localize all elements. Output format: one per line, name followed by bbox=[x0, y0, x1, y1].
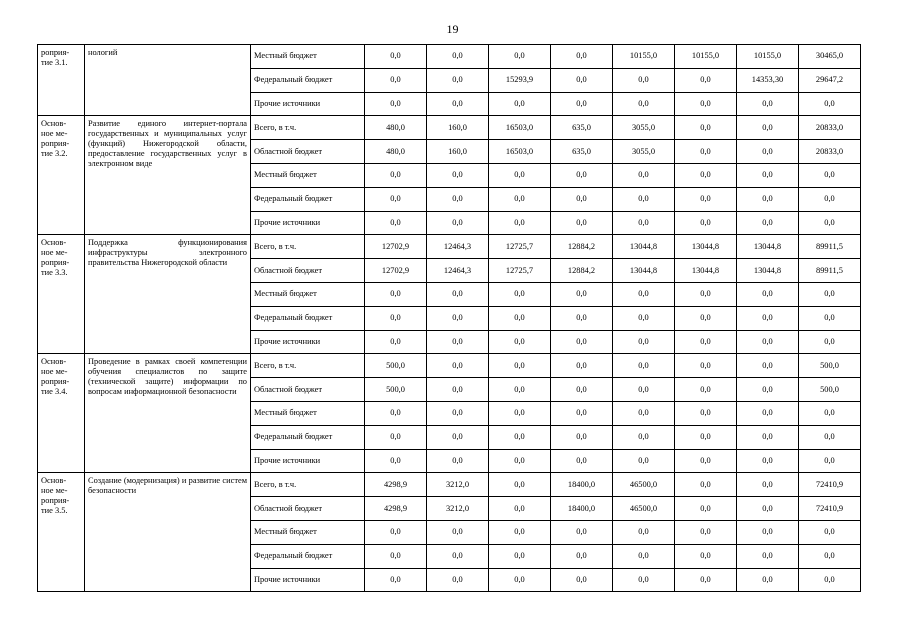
value-cell: 0,0 bbox=[737, 425, 799, 449]
funding-source-cell: Федеральный бюджет bbox=[251, 306, 365, 330]
value-cell: 0,0 bbox=[427, 163, 489, 187]
value-cell: 10155,0 bbox=[613, 45, 675, 69]
value-cell: 0,0 bbox=[427, 401, 489, 425]
value-cell: 0,0 bbox=[365, 449, 427, 473]
value-cell: 10155,0 bbox=[737, 45, 799, 69]
value-cell: 0,0 bbox=[737, 544, 799, 568]
value-cell: 0,0 bbox=[737, 378, 799, 402]
value-cell: 0,0 bbox=[489, 473, 551, 497]
funding-source-cell: Местный бюджет bbox=[251, 45, 365, 69]
total-value-cell: 0,0 bbox=[799, 211, 861, 235]
value-cell: 0,0 bbox=[551, 282, 613, 306]
value-cell: 0,0 bbox=[737, 211, 799, 235]
total-value-cell: 20833,0 bbox=[799, 140, 861, 164]
value-cell: 0,0 bbox=[551, 187, 613, 211]
value-cell: 18400,0 bbox=[551, 473, 613, 497]
funding-source-cell: Всего, в т.ч. bbox=[251, 116, 365, 140]
value-cell: 10155,0 bbox=[675, 45, 737, 69]
value-cell: 0,0 bbox=[551, 520, 613, 544]
funding-source-cell: Всего, в т.ч. bbox=[251, 235, 365, 259]
measure-code-cell: Основ- ное ме- роприя- тие 3.5. bbox=[38, 473, 85, 592]
value-cell: 12725,7 bbox=[489, 259, 551, 283]
measure-description-cell: Создание (модернизация) и развитие систем безопасности bbox=[85, 473, 251, 592]
value-cell: 160,0 bbox=[427, 116, 489, 140]
value-cell: 0,0 bbox=[365, 282, 427, 306]
total-value-cell: 500,0 bbox=[799, 378, 861, 402]
funding-source-cell: Прочие источники bbox=[251, 568, 365, 592]
measure-description-cell: Развитие единого интернет-портала государственных и муниципальных услуг (функций) Нижегородской области, предоставление государственных услуг в электронном виде bbox=[85, 116, 251, 235]
funding-source-cell: Федеральный бюджет bbox=[251, 544, 365, 568]
value-cell: 0,0 bbox=[613, 211, 675, 235]
value-cell: 0,0 bbox=[613, 330, 675, 354]
value-cell: 0,0 bbox=[551, 306, 613, 330]
total-value-cell: 0,0 bbox=[799, 425, 861, 449]
value-cell: 0,0 bbox=[737, 354, 799, 378]
value-cell: 0,0 bbox=[427, 45, 489, 69]
value-cell: 4298,9 bbox=[365, 473, 427, 497]
value-cell: 0,0 bbox=[551, 449, 613, 473]
value-cell: 0,0 bbox=[675, 116, 737, 140]
value-cell: 0,0 bbox=[613, 68, 675, 92]
measure-code-cell: роприя- тие 3.1. bbox=[38, 45, 85, 116]
value-cell: 0,0 bbox=[427, 92, 489, 116]
value-cell: 12464,3 bbox=[427, 259, 489, 283]
value-cell: 3212,0 bbox=[427, 497, 489, 521]
funding-source-cell: Областной бюджет bbox=[251, 378, 365, 402]
total-value-cell: 0,0 bbox=[799, 520, 861, 544]
value-cell: 0,0 bbox=[613, 282, 675, 306]
total-value-cell: 20833,0 bbox=[799, 116, 861, 140]
value-cell: 0,0 bbox=[675, 163, 737, 187]
measure-code-cell: Основ- ное ме- роприя- тие 3.3. bbox=[38, 235, 85, 354]
total-value-cell: 72410,9 bbox=[799, 473, 861, 497]
value-cell: 0,0 bbox=[613, 354, 675, 378]
value-cell: 13044,8 bbox=[737, 235, 799, 259]
value-cell: 0,0 bbox=[489, 282, 551, 306]
value-cell: 0,0 bbox=[737, 306, 799, 330]
value-cell: 0,0 bbox=[489, 45, 551, 69]
value-cell: 0,0 bbox=[427, 354, 489, 378]
value-cell: 480,0 bbox=[365, 116, 427, 140]
value-cell: 0,0 bbox=[613, 544, 675, 568]
total-value-cell: 0,0 bbox=[799, 187, 861, 211]
value-cell: 0,0 bbox=[365, 544, 427, 568]
measure-code-cell: Основ- ное ме- роприя- тие 3.2. bbox=[38, 116, 85, 235]
value-cell: 0,0 bbox=[737, 163, 799, 187]
value-cell: 0,0 bbox=[675, 378, 737, 402]
value-cell: 0,0 bbox=[613, 425, 675, 449]
value-cell: 0,0 bbox=[427, 68, 489, 92]
funding-source-cell: Местный бюджет bbox=[251, 520, 365, 544]
value-cell: 0,0 bbox=[675, 68, 737, 92]
value-cell: 0,0 bbox=[489, 568, 551, 592]
value-cell: 635,0 bbox=[551, 140, 613, 164]
value-cell: 500,0 bbox=[365, 354, 427, 378]
value-cell: 0,0 bbox=[613, 163, 675, 187]
total-value-cell: 0,0 bbox=[799, 330, 861, 354]
value-cell: 0,0 bbox=[365, 568, 427, 592]
value-cell: 0,0 bbox=[427, 330, 489, 354]
total-value-cell: 0,0 bbox=[799, 306, 861, 330]
value-cell: 12702,9 bbox=[365, 235, 427, 259]
value-cell: 13044,8 bbox=[675, 259, 737, 283]
value-cell: 0,0 bbox=[427, 306, 489, 330]
funding-source-cell: Всего, в т.ч. bbox=[251, 473, 365, 497]
value-cell: 0,0 bbox=[551, 163, 613, 187]
value-cell: 0,0 bbox=[675, 211, 737, 235]
total-value-cell: 72410,9 bbox=[799, 497, 861, 521]
value-cell: 0,0 bbox=[737, 568, 799, 592]
value-cell: 0,0 bbox=[551, 330, 613, 354]
value-cell: 0,0 bbox=[613, 187, 675, 211]
value-cell: 0,0 bbox=[551, 568, 613, 592]
value-cell: 3212,0 bbox=[427, 473, 489, 497]
value-cell: 0,0 bbox=[427, 425, 489, 449]
value-cell: 0,0 bbox=[365, 163, 427, 187]
value-cell: 0,0 bbox=[489, 497, 551, 521]
value-cell: 0,0 bbox=[675, 473, 737, 497]
funding-source-cell: Местный бюджет bbox=[251, 282, 365, 306]
value-cell: 0,0 bbox=[365, 425, 427, 449]
value-cell: 0,0 bbox=[737, 116, 799, 140]
table-row bbox=[38, 473, 861, 497]
funding-source-cell: Областной бюджет bbox=[251, 497, 365, 521]
value-cell: 0,0 bbox=[427, 187, 489, 211]
value-cell: 0,0 bbox=[489, 187, 551, 211]
value-cell: 0,0 bbox=[365, 187, 427, 211]
value-cell: 0,0 bbox=[675, 425, 737, 449]
page-number: 19 bbox=[446, 22, 459, 36]
value-cell: 0,0 bbox=[427, 568, 489, 592]
funding-source-cell: Местный бюджет bbox=[251, 401, 365, 425]
value-cell: 0,0 bbox=[551, 211, 613, 235]
table-row bbox=[38, 116, 861, 140]
funding-source-cell: Областной бюджет bbox=[251, 140, 365, 164]
value-cell: 0,0 bbox=[551, 354, 613, 378]
value-cell: 0,0 bbox=[675, 544, 737, 568]
funding-source-cell: Федеральный бюджет bbox=[251, 68, 365, 92]
value-cell: 12702,9 bbox=[365, 259, 427, 283]
table-row bbox=[38, 235, 861, 259]
total-value-cell: 500,0 bbox=[799, 354, 861, 378]
value-cell: 0,0 bbox=[737, 520, 799, 544]
measure-description-cell: нологий bbox=[85, 45, 251, 116]
value-cell: 0,0 bbox=[489, 330, 551, 354]
value-cell: 0,0 bbox=[489, 92, 551, 116]
total-value-cell: 89911,5 bbox=[799, 235, 861, 259]
value-cell: 3055,0 bbox=[613, 140, 675, 164]
funding-source-cell: Местный бюджет bbox=[251, 163, 365, 187]
funding-source-cell: Прочие источники bbox=[251, 92, 365, 116]
value-cell: 0,0 bbox=[365, 45, 427, 69]
value-cell: 0,0 bbox=[489, 401, 551, 425]
value-cell: 0,0 bbox=[737, 92, 799, 116]
value-cell: 0,0 bbox=[365, 68, 427, 92]
value-cell: 0,0 bbox=[613, 306, 675, 330]
value-cell: 0,0 bbox=[427, 520, 489, 544]
budget-table bbox=[37, 44, 861, 592]
total-value-cell: 0,0 bbox=[799, 282, 861, 306]
value-cell: 46500,0 bbox=[613, 497, 675, 521]
total-value-cell: 0,0 bbox=[799, 544, 861, 568]
value-cell: 0,0 bbox=[551, 68, 613, 92]
value-cell: 0,0 bbox=[365, 92, 427, 116]
value-cell: 0,0 bbox=[365, 211, 427, 235]
value-cell: 0,0 bbox=[675, 306, 737, 330]
measure-description-cell: Проведение в рамках своей компетенции обучения специалистов по защите (технической защите) информации по вопросам информационной безопасности bbox=[85, 354, 251, 473]
funding-source-cell: Прочие источники bbox=[251, 449, 365, 473]
value-cell: 0,0 bbox=[427, 544, 489, 568]
value-cell: 0,0 bbox=[675, 330, 737, 354]
value-cell: 0,0 bbox=[737, 401, 799, 425]
value-cell: 0,0 bbox=[613, 92, 675, 116]
funding-source-cell: Всего, в т.ч. bbox=[251, 354, 365, 378]
value-cell: 13044,8 bbox=[737, 259, 799, 283]
budget-table-body bbox=[38, 45, 861, 592]
value-cell: 13044,8 bbox=[613, 259, 675, 283]
funding-source-cell: Федеральный бюджет bbox=[251, 187, 365, 211]
total-value-cell: 0,0 bbox=[799, 449, 861, 473]
value-cell: 0,0 bbox=[365, 401, 427, 425]
value-cell: 0,0 bbox=[737, 330, 799, 354]
total-value-cell: 89911,5 bbox=[799, 259, 861, 283]
total-value-cell: 0,0 bbox=[799, 92, 861, 116]
value-cell: 0,0 bbox=[489, 163, 551, 187]
value-cell: 0,0 bbox=[489, 520, 551, 544]
value-cell: 0,0 bbox=[675, 520, 737, 544]
value-cell: 0,0 bbox=[675, 568, 737, 592]
value-cell: 18400,0 bbox=[551, 497, 613, 521]
value-cell: 0,0 bbox=[737, 497, 799, 521]
value-cell: 12464,3 bbox=[427, 235, 489, 259]
value-cell: 0,0 bbox=[613, 378, 675, 402]
value-cell: 0,0 bbox=[551, 401, 613, 425]
value-cell: 0,0 bbox=[551, 425, 613, 449]
total-value-cell: 0,0 bbox=[799, 163, 861, 187]
value-cell: 0,0 bbox=[613, 568, 675, 592]
value-cell: 0,0 bbox=[489, 425, 551, 449]
value-cell: 0,0 bbox=[737, 473, 799, 497]
total-value-cell: 29647,2 bbox=[799, 68, 861, 92]
funding-source-cell: Областной бюджет bbox=[251, 259, 365, 283]
value-cell: 0,0 bbox=[365, 520, 427, 544]
value-cell: 0,0 bbox=[427, 378, 489, 402]
value-cell: 13044,8 bbox=[675, 235, 737, 259]
value-cell: 0,0 bbox=[675, 401, 737, 425]
value-cell: 0,0 bbox=[737, 187, 799, 211]
value-cell: 0,0 bbox=[675, 92, 737, 116]
value-cell: 0,0 bbox=[365, 330, 427, 354]
value-cell: 0,0 bbox=[737, 449, 799, 473]
value-cell: 0,0 bbox=[489, 544, 551, 568]
value-cell: 16503,0 bbox=[489, 140, 551, 164]
value-cell: 0,0 bbox=[551, 45, 613, 69]
total-value-cell: 0,0 bbox=[799, 401, 861, 425]
value-cell: 14353,30 bbox=[737, 68, 799, 92]
value-cell: 0,0 bbox=[489, 354, 551, 378]
value-cell: 3055,0 bbox=[613, 116, 675, 140]
funding-source-cell: Федеральный бюджет bbox=[251, 425, 365, 449]
value-cell: 0,0 bbox=[613, 401, 675, 425]
value-cell: 13044,8 bbox=[613, 235, 675, 259]
value-cell: 0,0 bbox=[551, 544, 613, 568]
funding-source-cell: Прочие источники bbox=[251, 211, 365, 235]
value-cell: 0,0 bbox=[675, 140, 737, 164]
value-cell: 0,0 bbox=[675, 187, 737, 211]
table-row bbox=[38, 45, 861, 69]
value-cell: 12884,2 bbox=[551, 259, 613, 283]
value-cell: 0,0 bbox=[489, 306, 551, 330]
value-cell: 0,0 bbox=[489, 211, 551, 235]
value-cell: 0,0 bbox=[613, 449, 675, 473]
value-cell: 0,0 bbox=[551, 92, 613, 116]
value-cell: 0,0 bbox=[675, 497, 737, 521]
measure-code-cell: Основ- ное ме- роприя- тие 3.4. bbox=[38, 354, 85, 473]
value-cell: 0,0 bbox=[613, 520, 675, 544]
value-cell: 12884,2 bbox=[551, 235, 613, 259]
value-cell: 0,0 bbox=[737, 140, 799, 164]
value-cell: 0,0 bbox=[675, 282, 737, 306]
value-cell: 0,0 bbox=[489, 449, 551, 473]
value-cell: 0,0 bbox=[365, 306, 427, 330]
value-cell: 0,0 bbox=[675, 449, 737, 473]
value-cell: 16503,0 bbox=[489, 116, 551, 140]
value-cell: 480,0 bbox=[365, 140, 427, 164]
value-cell: 12725,7 bbox=[489, 235, 551, 259]
value-cell: 15293,9 bbox=[489, 68, 551, 92]
table-row bbox=[38, 354, 861, 378]
value-cell: 160,0 bbox=[427, 140, 489, 164]
value-cell: 0,0 bbox=[427, 211, 489, 235]
value-cell: 0,0 bbox=[427, 282, 489, 306]
value-cell: 500,0 bbox=[365, 378, 427, 402]
value-cell: 0,0 bbox=[737, 282, 799, 306]
value-cell: 0,0 bbox=[427, 449, 489, 473]
value-cell: 46500,0 bbox=[613, 473, 675, 497]
total-value-cell: 30465,0 bbox=[799, 45, 861, 69]
value-cell: 4298,9 bbox=[365, 497, 427, 521]
measure-description-cell: Поддержка функционирования инфраструктуры электронного правительства Нижегородской области bbox=[85, 235, 251, 354]
value-cell: 0,0 bbox=[489, 378, 551, 402]
value-cell: 635,0 bbox=[551, 116, 613, 140]
value-cell: 0,0 bbox=[551, 378, 613, 402]
value-cell: 0,0 bbox=[675, 354, 737, 378]
funding-source-cell: Прочие источники bbox=[251, 330, 365, 354]
total-value-cell: 0,0 bbox=[799, 568, 861, 592]
